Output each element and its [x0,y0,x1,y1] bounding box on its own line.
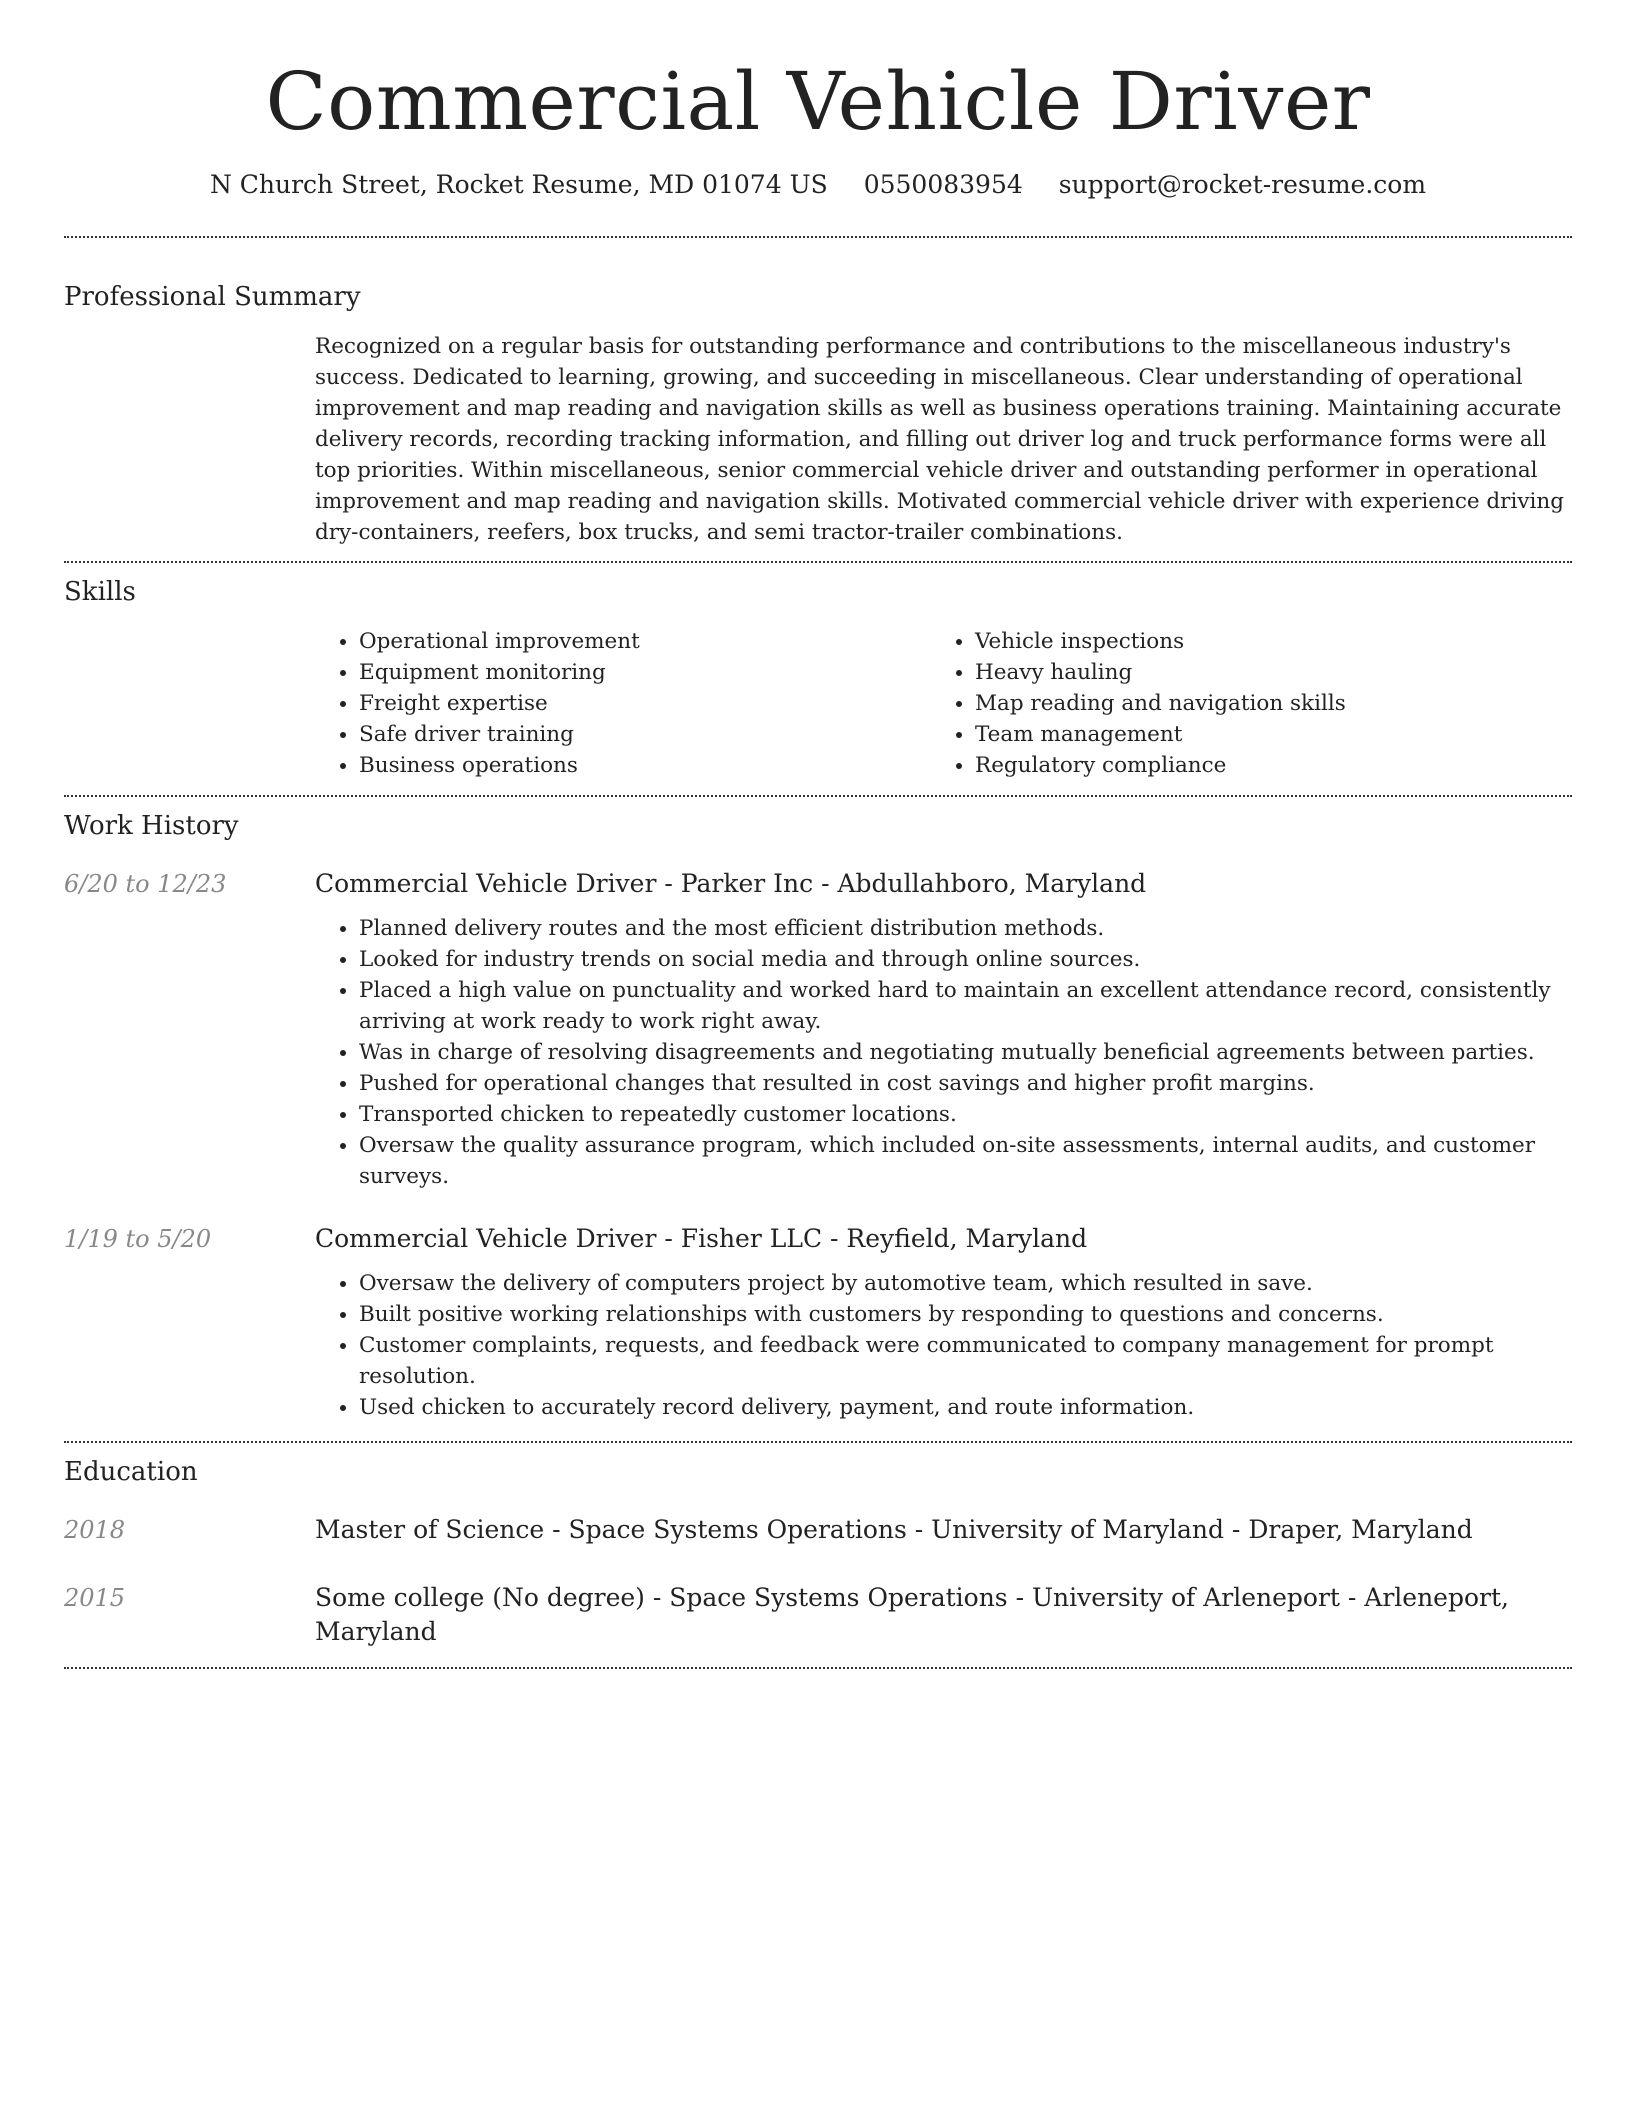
job-bullets [315,913,1572,1192]
job-bullet: • Planned delivery routes and the most efficient distribution methods. [359,913,1572,944]
job-title: Commercial Vehicle Driver - Fisher LLC - Reyfield, Maryland [315,1224,1088,1253]
candidate-name: Commercial Vehicle Driver [265,55,1371,148]
divider [64,561,1572,563]
divider [64,236,1572,238]
section-title-skills: Skills [64,577,136,607]
education-entry [64,1581,1572,1649]
divider [64,1667,1572,1669]
job-dates: 1/19 to 5/20 [64,1225,212,1253]
job-dates: 6/20 to 12/23 [64,870,227,898]
skill-item: • Safe driver training [359,719,931,750]
skill-item: • Operational improvement [359,626,931,657]
summary-text: Recognized on a regular basis for outstanding performance and contributions to the miscellaneous industry's success. Dedicated to learning, growing, and succeeding in miscellaneous. Clear understanding of operational improvement and map reading and navigation skills as well as business operations training. Maintaining accurate delivery records, recording tracking information, and filling out driver log and truck performance forms were all top priorities. Within miscellaneous, senior commercial vehicle driver and outstanding performer in operational improvement and map reading and navigation skills. Motivated commercial vehicle driver with experience driving dry-containers, reefers, box trucks, and semi tractor-trailer combinations. [315,334,1564,545]
job-bullet: • Customer complaints, requests, and feedback were communicated to company management for prompt resolution. [359,1330,1572,1392]
education-entry [64,1513,1572,1547]
skill-item: • Heavy hauling [975,657,1575,688]
education-title: Some college (No degree) - Space Systems Operations - University of Arleneport - Arleneport, Maryland [315,1583,1509,1646]
contact-line [64,168,1572,202]
job-bullet: • Transported chicken to repeatedly customer locations. [359,1099,1572,1130]
job-entry [64,867,1572,1192]
education-year: 2018 [64,1516,126,1544]
contact-phone: 0550083954 [863,170,1023,199]
skills-section [64,575,1572,781]
job-bullet: • Used chicken to accurately record delivery, payment, and route information. [359,1392,1572,1423]
skill-item: • Map reading and navigation skills [975,688,1575,719]
skill-item: • Equipment monitoring [359,657,931,688]
job-bullet: • Placed a high value on punctuality and worked hard to maintain an excellent attendance record, consistently arriving at work ready to work right away. [359,975,1572,1037]
divider [64,795,1572,797]
education-section [64,1455,1572,1649]
resume-page [64,0,1572,1669]
skill-item: • Freight expertise [359,688,931,719]
divider [64,1441,1572,1443]
skill-item: • Regulatory compliance [975,750,1575,781]
job-bullet: • Oversaw the delivery of computers project by automotive team, which resulted in save. [359,1268,1572,1299]
summary-section [64,280,1572,548]
section-title-education: Education [64,1457,198,1487]
skill-item: • Team management [975,719,1575,750]
contact-email[interactable]: support@rocket-resume.com [1058,170,1427,199]
job-bullet: • Oversaw the quality assurance program, which included on-site assessments, internal audits, and customer surveys. [359,1130,1572,1192]
job-bullet: • Pushed for operational changes that resulted in cost savings and higher profit margins. [359,1068,1572,1099]
section-title-work: Work History [64,811,239,841]
job-entry [64,1222,1572,1423]
job-title: Commercial Vehicle Driver - Parker Inc - Abdullahboro, Maryland [315,869,1147,898]
section-title-summary: Professional Summary [64,282,361,312]
contact-address: N Church Street, Rocket Resume, MD 01074 US [209,170,828,199]
job-bullet: • Built positive working relationships with customers by responding to questions and concerns. [359,1299,1572,1330]
job-bullet: • Looked for industry trends on social media and through online sources. [359,944,1572,975]
education-year: 2015 [64,1584,126,1612]
work-section [64,809,1572,1423]
skills-list-right [931,626,1575,781]
skill-item: • Business operations [359,750,931,781]
skill-item: • Vehicle inspections [975,626,1575,657]
skills-list-left [315,626,931,781]
education-title: Master of Science - Space Systems Operations - University of Maryland - Draper, Maryland [315,1515,1473,1544]
job-bullets [315,1268,1572,1423]
job-bullet: • Was in charge of resolving disagreements and negotiating mutually beneficial agreements between parties. [359,1037,1572,1068]
